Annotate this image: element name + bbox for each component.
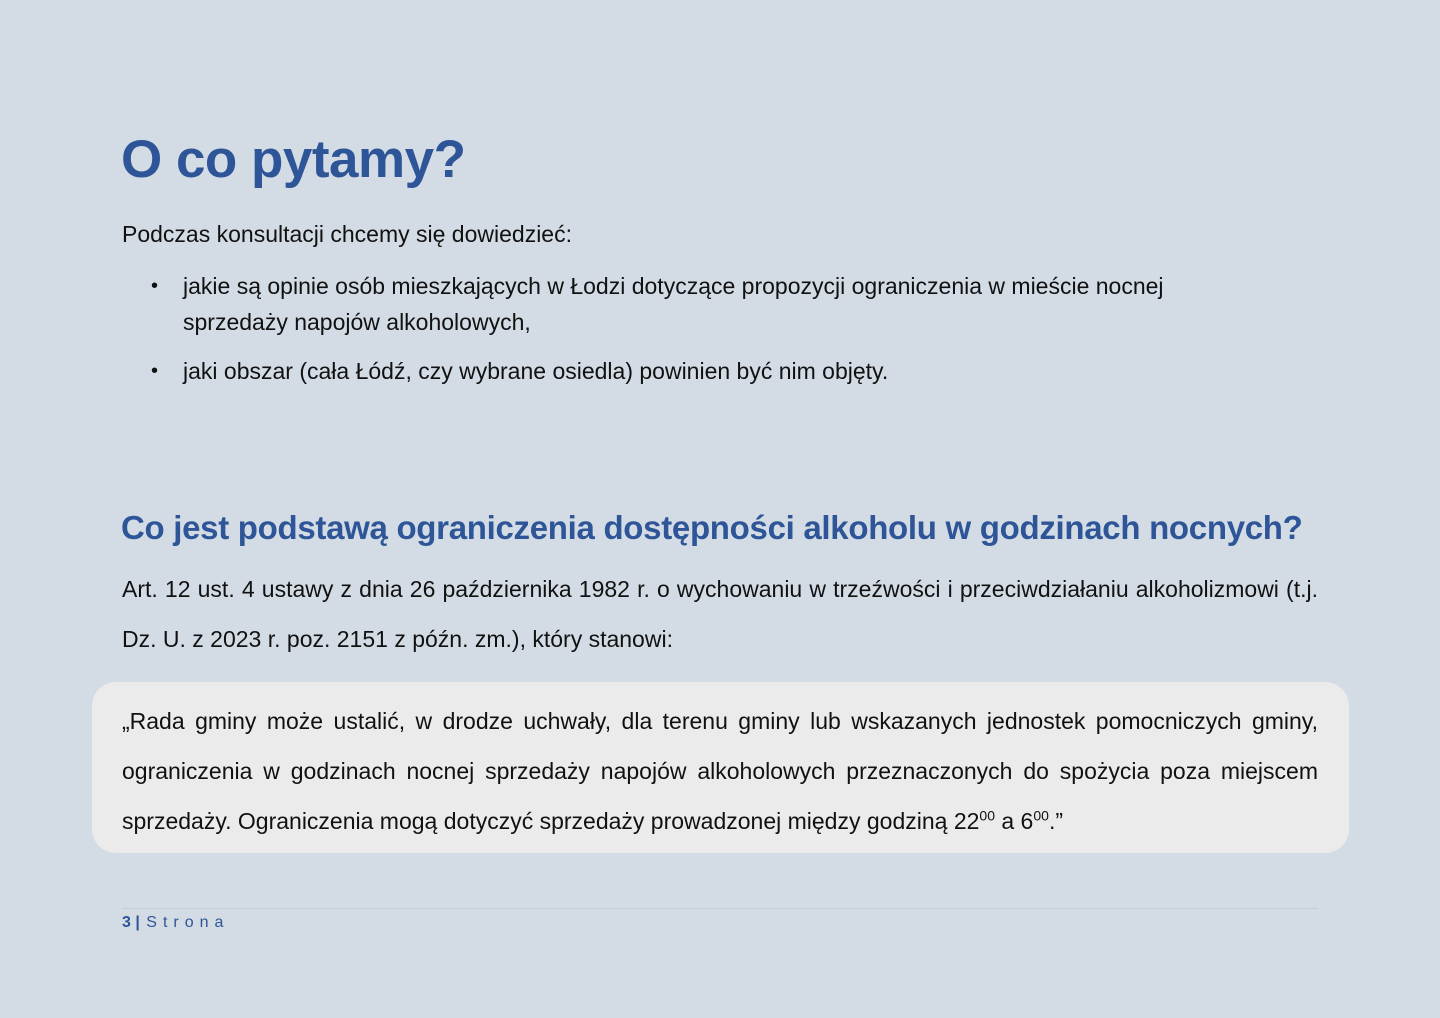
hour-start-superscript: 00 — [979, 807, 995, 824]
page-label: Strona — [146, 914, 230, 931]
page-title: O co pytamy? — [121, 130, 466, 189]
page-number: 3 — [122, 914, 131, 931]
bullet-icon: • — [151, 275, 159, 297]
quote-box — [92, 682, 1349, 853]
list-item — [122, 268, 1272, 340]
hour-end-superscript: 00 — [1033, 807, 1049, 824]
list-item-text: jakie są opinie osób mieszkających w Łodzi dotyczące propozycji ograniczenia w mieście nocnej sprzedaży napojów alkoholowych, — [183, 273, 1164, 335]
legal-basis-text: Art. 12 ust. 4 ustawy z dnia 26 października 1982 r. o wychowaniu w trzeźwości i przeciwdziałaniu alkoholizmowi (t.j. Dz. U. z 2023 r. poz. 2151 z późn. zm.), który stanowi: — [122, 576, 1318, 652]
page-footer — [122, 912, 229, 934]
intro-text: Podczas konsultacji chcemy się dowiedzieć: — [122, 221, 572, 247]
bullet-icon: • — [151, 360, 159, 382]
quote-text — [122, 696, 1318, 846]
question-list — [122, 268, 1272, 402]
footer-divider — [122, 908, 1318, 909]
section-heading: Co jest podstawą ograniczenia dostępności alkoholu w godzinach nocnych? — [121, 509, 1303, 546]
footer-separator: | — [130, 914, 145, 931]
quote-body: „Rada gminy może ustalić, w drodze uchwały, dla terenu gminy lub wskazanych jednostek pomocniczych gminy, ograniczenia w godzinach nocnej sprzedaży napojów alkoholowych przeznaczonych do spożycia poza miejscem sprzedaży. Ograniczenia mogą dotyczyć sprzedaży prowadzonej między godziną 22 — [122, 708, 1318, 834]
quote-ending: .” — [1048, 808, 1063, 834]
list-item-text: jaki obszar (cała Łódź, czy wybrane osiedla) powinien być nim objęty. — [183, 358, 889, 384]
quote-connector: a 6 — [994, 808, 1034, 834]
list-item — [122, 353, 1272, 389]
